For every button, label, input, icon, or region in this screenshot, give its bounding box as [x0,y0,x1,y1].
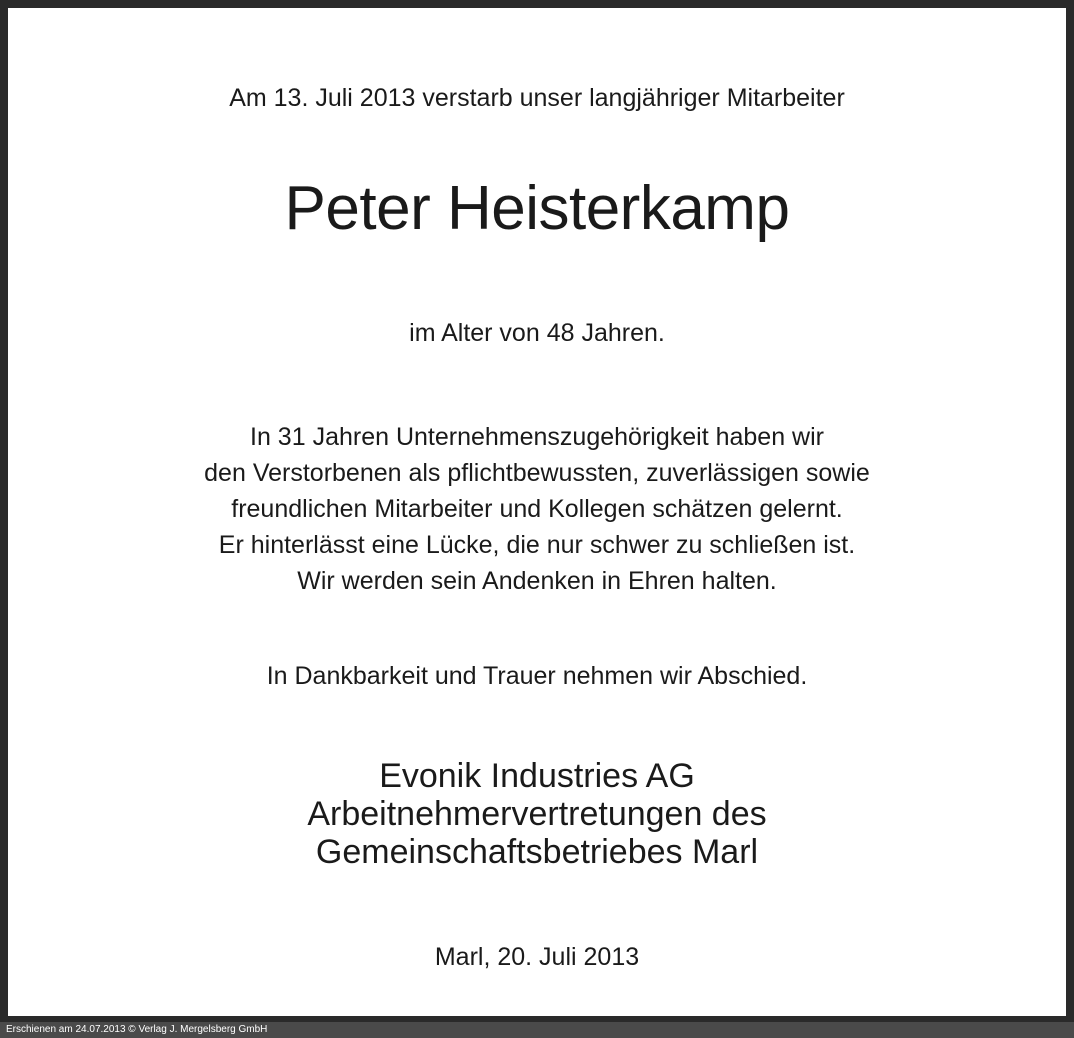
signer-line: Gemeinschaftsbetriebes Marl [315,833,759,871]
tribute-line: Er hinterlässt eine Lücke, die nur schwer zu schließen ist. [218,531,856,559]
publication-footer: Erschienen am 24.07.2013 © Verlag J. Mergelsberg GmbH [0,1022,1074,1038]
place-date: Marl, 20. Juli 2013 [434,943,640,971]
tribute-line: den Verstorbenen als pflichtbewussten, zuverlässigen sowie [204,459,870,487]
tribute-paragraph [0,419,1074,599]
deceased-name: Peter Heisterkamp [284,174,790,243]
age-line: im Alter von 48 Jahren. [409,319,665,347]
signers-block [0,757,1074,871]
signer-line: Arbeitnehmervertretungen des [307,795,767,833]
tribute-line: freundlichen Mitarbeiter und Kollegen schätzen gelernt. [231,495,843,523]
intro-line: Am 13. Juli 2013 verstarb unser langjähriger Mitarbeiter [229,84,845,112]
tribute-line: Wir werden sein Andenken in Ehren halten. [297,567,777,595]
farewell-line: In Dankbarkeit und Trauer nehmen wir Abschied. [266,662,808,690]
signer-line: Evonik Industries AG [379,757,695,795]
tribute-line: In 31 Jahren Unternehmenszugehörigkeit haben wir [250,423,824,451]
